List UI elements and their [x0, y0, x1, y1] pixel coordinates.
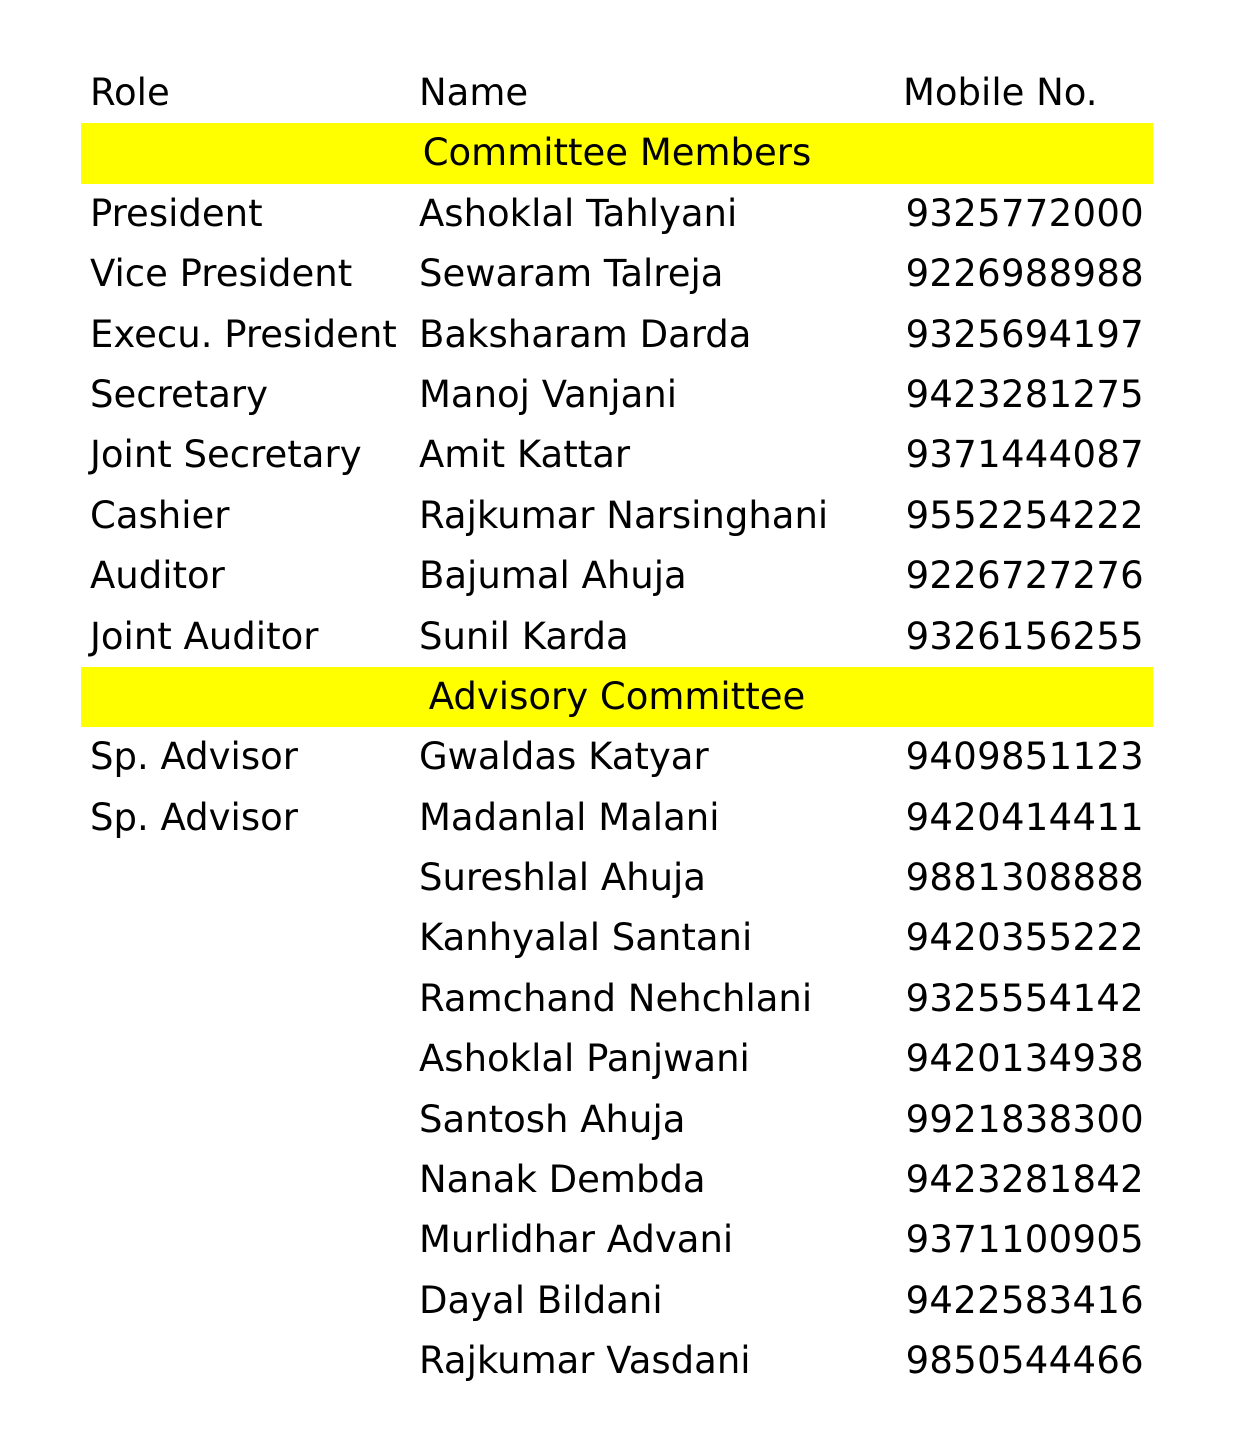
mobile-cell: 9325694197 — [905, 312, 1144, 356]
mobile-cell: 9921838300 — [905, 1097, 1144, 1141]
mobile-cell: 9422583416 — [905, 1278, 1144, 1322]
name-cell: Kanhyalal Santani — [419, 916, 753, 960]
table-row — [81, 1150, 1153, 1210]
name-cell: Baksharam Darda — [419, 312, 752, 356]
name-cell: Gwaldas Katyar — [419, 735, 709, 779]
header-mobile: Mobile No. — [903, 71, 1098, 114]
table-row — [81, 546, 1153, 606]
mobile-cell: 9325554142 — [905, 976, 1144, 1020]
table-row — [81, 486, 1153, 546]
table-row — [81, 184, 1153, 244]
name-cell: Ashoklal Panjwani — [419, 1037, 750, 1081]
mobile-cell: 9881308888 — [905, 856, 1144, 900]
name-cell: Nanak Dembda — [419, 1158, 706, 1202]
mobile-cell: 9420355222 — [905, 916, 1144, 960]
mobile-cell: 9226988988 — [905, 252, 1144, 296]
name-cell: Sunil Karda — [419, 614, 629, 658]
role-cell: Execu. President — [90, 312, 397, 356]
name-cell: Ramchand Nehchlani — [419, 976, 813, 1020]
mobile-cell: 9226727276 — [905, 554, 1144, 598]
role-cell: Joint Auditor — [90, 614, 319, 658]
section-title: Advisory Committee — [428, 674, 806, 718]
mobile-cell: 9371444087 — [905, 433, 1144, 477]
table-row — [81, 244, 1153, 304]
mobile-cell: 9325772000 — [905, 191, 1144, 235]
section-heading-committee-members — [81, 123, 1153, 183]
name-cell: Sewaram Talreja — [419, 252, 724, 296]
table-row — [81, 425, 1153, 485]
table-row — [81, 607, 1153, 667]
role-cell: Sp. Advisor — [90, 735, 298, 779]
name-cell: Amit Kattar — [419, 433, 631, 477]
role-cell: Secretary — [90, 372, 269, 416]
name-cell: Madanlal Malani — [419, 795, 720, 839]
table-row — [81, 1029, 1153, 1089]
mobile-cell: 9423281275 — [905, 372, 1144, 416]
role-cell: Auditor — [90, 554, 225, 598]
table-row — [81, 1090, 1153, 1150]
name-cell: Sureshlal Ahuja — [419, 856, 706, 900]
section-heading-advisory-committee — [81, 667, 1153, 727]
name-cell: Santosh Ahuja — [419, 1097, 686, 1141]
table-row — [81, 1271, 1153, 1331]
role-cell: Cashier — [90, 493, 230, 537]
header-row — [81, 63, 1153, 123]
role-cell: President — [90, 191, 263, 235]
table-row — [81, 365, 1153, 425]
mobile-cell: 9371100905 — [905, 1218, 1144, 1262]
table-row — [81, 1331, 1153, 1391]
mobile-cell: 9420134938 — [905, 1037, 1144, 1081]
table-row — [81, 848, 1153, 908]
name-cell: Bajumal Ahuja — [419, 554, 687, 598]
mobile-cell: 9423281842 — [905, 1158, 1144, 1202]
mobile-cell: 9420414411 — [905, 795, 1144, 839]
mobile-cell: 9409851123 — [905, 735, 1144, 779]
name-cell: Rajkumar Vasdani — [419, 1339, 751, 1383]
name-cell: Manoj Vanjani — [419, 372, 677, 416]
table-row — [81, 969, 1153, 1029]
table-row — [81, 727, 1153, 787]
role-cell: Sp. Advisor — [90, 795, 298, 839]
name-cell: Dayal Bildani — [419, 1278, 663, 1322]
role-cell: Joint Secretary — [90, 433, 362, 477]
role-cell: Vice President — [90, 252, 353, 296]
name-cell: Rajkumar Narsinghani — [419, 493, 829, 537]
table-row — [81, 908, 1153, 968]
table-row — [81, 1210, 1153, 1270]
name-cell: Murlidhar Advani — [419, 1218, 734, 1262]
table-row — [81, 788, 1153, 848]
committee-table — [81, 63, 1153, 1392]
header-name: Name — [419, 71, 529, 114]
mobile-cell: 9326156255 — [905, 614, 1144, 658]
mobile-cell: 9552254222 — [905, 493, 1144, 537]
mobile-cell: 9850544466 — [905, 1339, 1144, 1383]
table-row — [81, 305, 1153, 365]
header-role: Role — [90, 71, 170, 114]
section-title: Committee Members — [422, 131, 812, 175]
name-cell: Ashoklal Tahlyani — [419, 191, 738, 235]
